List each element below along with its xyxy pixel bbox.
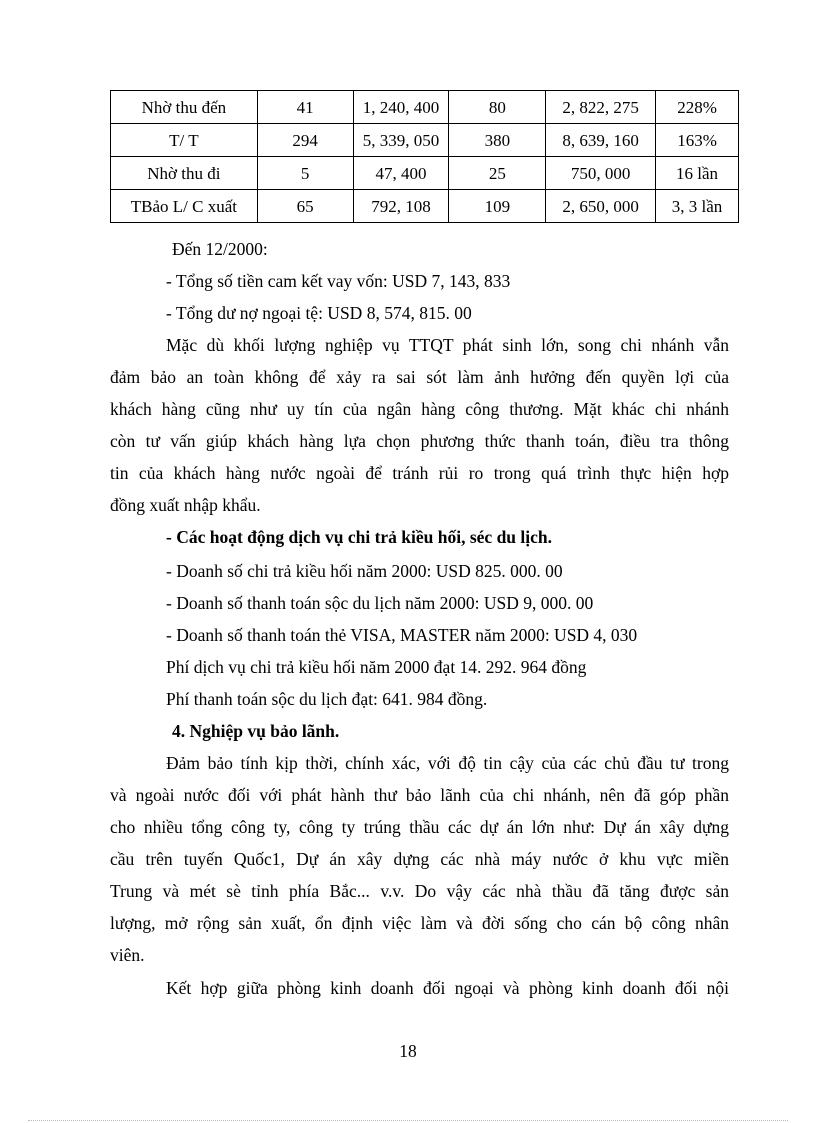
table-cell: 2, 650, 000 (546, 190, 656, 223)
table-cell: 163% (656, 124, 739, 157)
table-row (111, 190, 739, 223)
table-cell: Nhờ thu đến (111, 91, 258, 124)
paragraph-line: cho nhiều tổng công ty, công ty trúng thầu các dự án lớn như: Dự án xây dựng (110, 817, 729, 837)
section-heading: - Các hoạt động dịch vụ chi trả kiều hối, séc du lịch. (166, 527, 553, 547)
table-cell: 5 (257, 157, 353, 190)
table-cell: 1, 240, 400 (353, 91, 449, 124)
table-row (111, 124, 739, 157)
text-line: - Tổng số tiền cam kết vay vốn: USD 7, 143, 833 (166, 271, 511, 291)
paragraph-line: lượng, mở rộng sản xuất, ổn định việc làm và đời sống cho cán bộ công nhân (110, 913, 729, 933)
paragraph-line: và ngoài nước đối với phát hành thư bảo lãnh của chi nhánh, nên đã góp phần (110, 785, 729, 805)
text-line: - Tổng dư nợ ngoại tệ: USD 8, 574, 815. 00 (166, 303, 472, 323)
table-cell: TBảo L/ C xuất (111, 190, 258, 223)
section-heading: 4. Nghiệp vụ bảo lãnh. (172, 721, 340, 741)
table-cell: 3, 3 lần (656, 190, 739, 223)
table-row (111, 157, 739, 190)
paragraph-line: Kết hợp giữa phòng kinh doanh đối ngoại và phòng kinh doanh đối nội (166, 978, 729, 998)
text-line: - Doanh số chi trả kiều hối năm 2000: USD 825. 000. 00 (166, 561, 563, 581)
table-cell: 8, 639, 160 (546, 124, 656, 157)
paragraph-line: Mặc dù khối lượng nghiệp vụ TTQT phát sinh lớn, song chi nhánh vẫn (166, 335, 729, 355)
table-cell: 25 (449, 157, 546, 190)
paragraph-line: đồng xuất nhập khẩu. (110, 495, 261, 515)
table-cell: 5, 339, 050 (353, 124, 449, 157)
table-cell: T/ T (111, 124, 258, 157)
statistics-table (110, 90, 739, 223)
text-line: Đến 12/2000: (172, 239, 268, 259)
paragraph-line: cầu trên tuyến Quốc1, Dự án xây dựng các nhà máy nước ở khu vực miền (110, 849, 729, 869)
table-cell: Nhờ thu đi (111, 157, 258, 190)
page-bottom-border (28, 1120, 788, 1121)
table-cell: 750, 000 (546, 157, 656, 190)
table-cell: 294 (257, 124, 353, 157)
page-number: 18 (399, 1041, 417, 1061)
table-cell: 380 (449, 124, 546, 157)
paragraph-line: Trung và mét sè tỉnh phía Bắc... v.v. Do vậy các nhà thầu đã tăng được sản (110, 881, 729, 901)
table-row (111, 91, 739, 124)
table-cell: 16 lần (656, 157, 739, 190)
table-cell: 47, 400 (353, 157, 449, 190)
text-line: - Doanh số thanh toán thẻ VISA, MASTER năm 2000: USD 4, 030 (166, 625, 638, 645)
text-line: Phí dịch vụ chi trả kiều hối năm 2000 đạt 14. 292. 964 đồng (166, 657, 587, 677)
table-cell: 2, 822, 275 (546, 91, 656, 124)
table-cell: 228% (656, 91, 739, 124)
table-cell: 41 (257, 91, 353, 124)
text-line: - Doanh số thanh toán sộc du lịch năm 2000: USD 9, 000. 00 (166, 593, 594, 613)
paragraph-line: Đảm bảo tính kịp thời, chính xác, với độ tin cậy của các chủ đầu tư trong (166, 753, 729, 773)
paragraph-line: viên. (110, 945, 145, 965)
paragraph-line: còn tư vấn giúp khách hàng lựa chọn phương thức thanh toán, điều tra thông (110, 431, 729, 451)
table-cell: 65 (257, 190, 353, 223)
table-cell: 80 (449, 91, 546, 124)
paragraph-line: tin của khách hàng nước ngoài để tránh rủi ro trong quá trình thực hiện hợp (110, 463, 729, 483)
text-line: Phí thanh toán sộc du lịch đạt: 641. 984 đồng. (166, 689, 488, 709)
paragraph-line: khách hàng cũng như uy tín của ngân hàng công thương. Mặt khác chi nhánh (110, 399, 729, 419)
table-cell: 792, 108 (353, 190, 449, 223)
paragraph-line: đảm bảo an toàn không để xảy ra sai sót làm ảnh hưởng đến quyền lợi của (110, 367, 729, 387)
table-cell: 109 (449, 190, 546, 223)
